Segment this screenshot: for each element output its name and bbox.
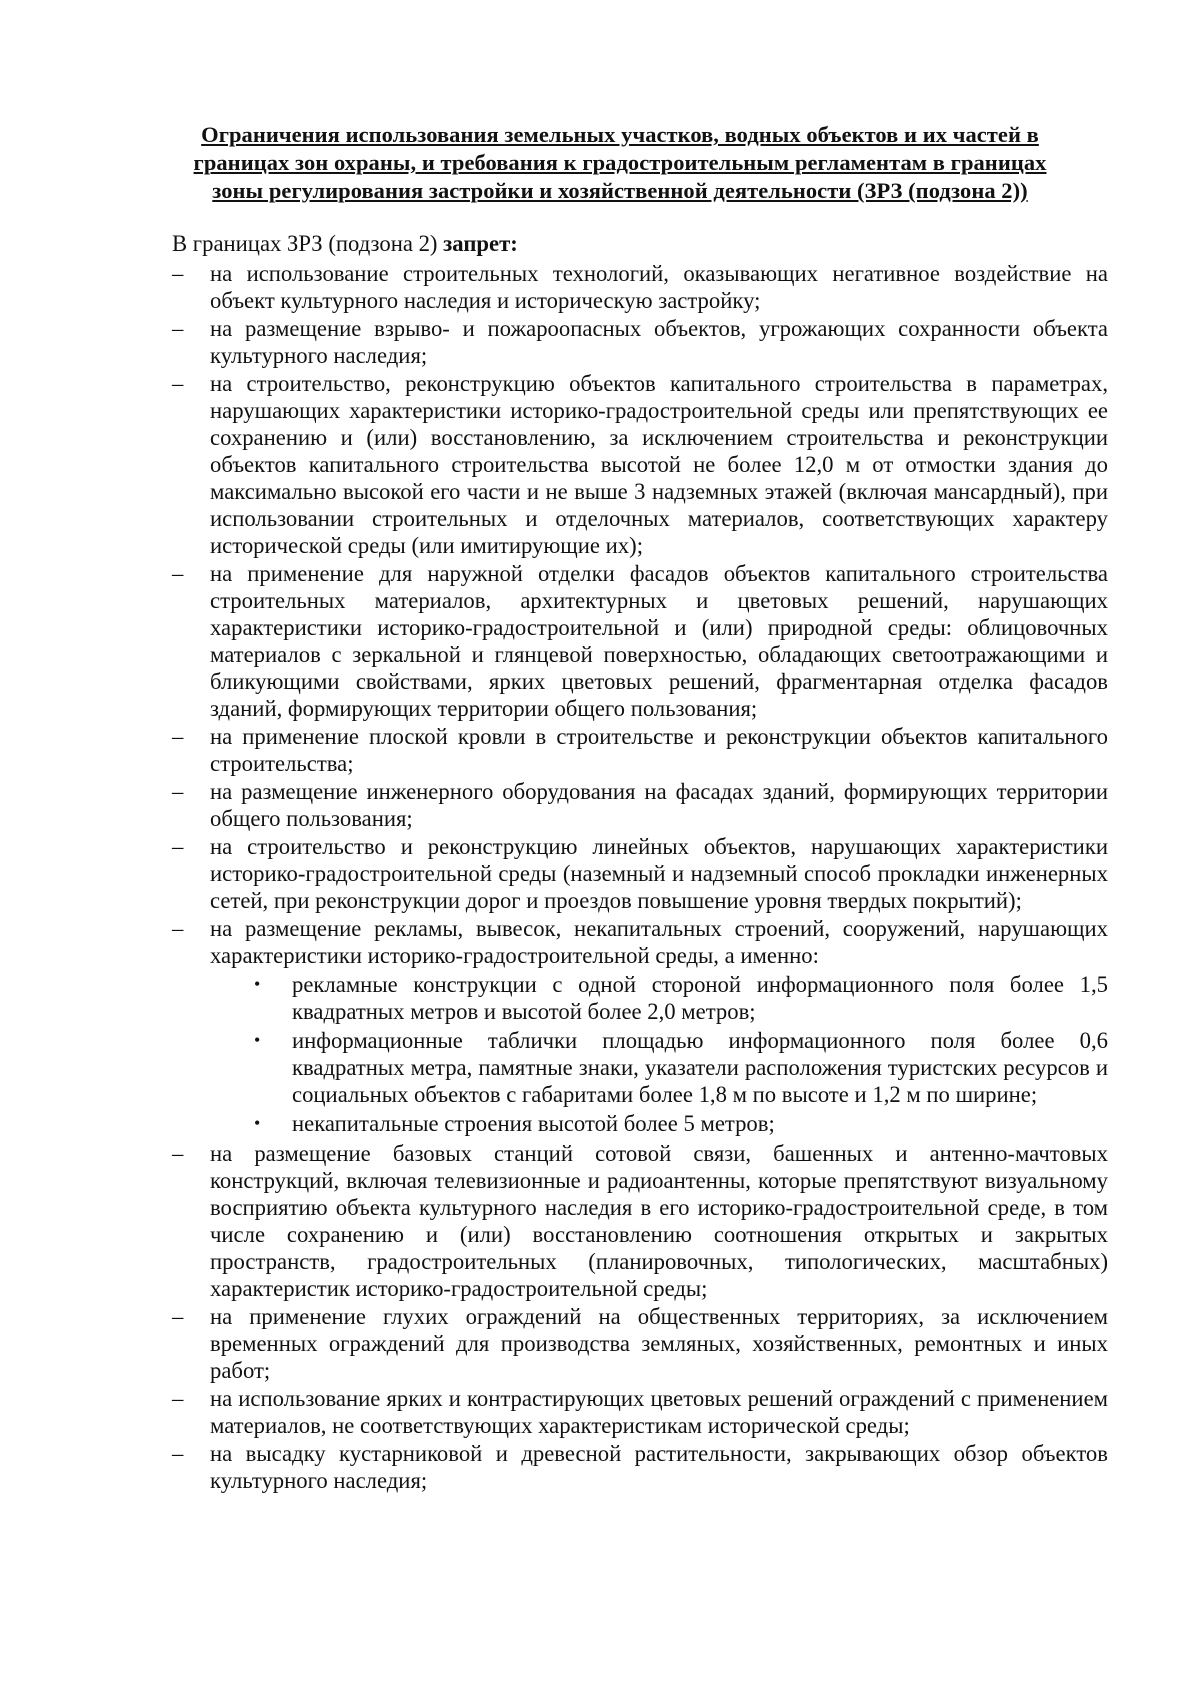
title-line-3: зоны регулирования застройки и хозяйственной деятельности (ЗРЗ (подзона 2)) (212, 178, 1028, 203)
document-title (180, 121, 1060, 205)
sublist-item (210, 1027, 1108, 1108)
list-item-text: на строительство, реконструкцию объектов капитального строительства в параметрах, нарушающих характеристики историко-градостроительной среды или препятствующих ее сохранению и (или) восстановлению, за исключением строительства и реконструкции объектов капитального строительства высотой не более 12,0 м от отмостки здания до максимально высокой его части и не выше 3 надземных этажей (включая мансардный), при использовании строительных и отделочных материалов, соответствующих характеру исторической среды (или имитирующие их); (210, 371, 1108, 558)
dash-marker: – (172, 779, 184, 804)
sublist-item (210, 1110, 1108, 1137)
dash-marker: – (172, 724, 184, 749)
list-item (172, 833, 1108, 914)
list-item-text: на применение для наружной отделки фасадов объектов капитального строительства строительных материалов, архитектурных и цветовых решений, нарушающих характеристики историко-градостроительной и (или) природной среды: облицовочных материалов с зеркальной и глянцевой поверхностью, обладающих светоотражающими и бликующими свойствами, ярких цветовых решений, фрагментарная отделка фасадов зданий, формирующих территории общего пользования; (210, 561, 1108, 721)
dash-marker: – (172, 916, 184, 941)
dash-marker: – (172, 1141, 184, 1166)
dash-marker: – (172, 316, 184, 341)
list-item-text: на применение глухих ограждений на общественных территориях, за исключением временных ограждений для производства земляных, хозяйственных, ремонтных и иных работ; (210, 1304, 1108, 1383)
dash-marker: – (172, 1441, 184, 1466)
bullet-marker: • (254, 974, 261, 994)
list-item-text: на размещение рекламы, вывесок, некапитальных строений, сооружений, нарушающих характеристики историко-градостроительной среды, а именно: (210, 916, 1108, 968)
dash-marker: – (172, 834, 184, 859)
list-item-text: на использование ярких и контрастирующих цветовых решений ограждений с применением материалов, не соответствующих характеристикам исторической среды; (210, 1386, 1108, 1438)
title-line-1: Ограничения использования земельных участков, водных объектов и их частей в (201, 122, 1039, 147)
sublist-item (210, 971, 1108, 1025)
list-item (172, 915, 1108, 1137)
advertising-sublist (210, 971, 1108, 1137)
list-item (172, 1385, 1108, 1439)
list-item (172, 370, 1108, 559)
restrictions-list (172, 260, 1108, 1494)
sublist-item-text: информационные таблички площадью информационного поля более 0,6 квадратных метра, памятные знаки, указатели расположения туристских ресурсов и социальных объектов с габаритами более 1,8 м по высоте и 1,2 м по ширине; (292, 1028, 1108, 1107)
list-item-text: на использование строительных технологий, оказывающих негативное воздействие на объект культурного наследия и историческую застройку; (210, 261, 1108, 313)
dash-marker: – (172, 371, 184, 396)
list-item-text: на размещение базовых станций сотовой связи, башенных и антенно-мачтовых конструкций, включая телевизионные и радиоантенны, которые препятствуют визуальному восприятию объекта культурного наследия в его историко-градостроительной среде, в том числе сохранению и (или) восстановлению соотношения открытых и закрытых пространств, градостроительных (планировочных, типологических, масштабных) характеристик историко-градостроительной среды; (210, 1141, 1108, 1301)
list-item (172, 1303, 1108, 1384)
list-item (172, 1440, 1108, 1494)
lead-paragraph (172, 230, 1108, 257)
dash-marker: – (172, 1304, 184, 1329)
sublist-item-text: рекламные конструкции с одной стороной информационного поля более 1,5 квадратных метров и высотой более 2,0 метров; (292, 972, 1108, 1024)
list-item (172, 1140, 1108, 1302)
list-item-text: на применение плоской кровли в строительстве и реконструкции объектов капитального строительства; (210, 724, 1108, 776)
dash-marker: – (172, 1386, 184, 1411)
list-item-text: на размещение взрыво- и пожароопасных объектов, угрожающих сохранности объекта культурного наследия; (210, 316, 1108, 368)
list-item (172, 723, 1108, 777)
title-line-2: границах зон охраны, и требования к градостроительным регламентам в границах (193, 150, 1047, 175)
list-item (172, 778, 1108, 832)
list-item-text: на размещение инженерного оборудования на фасадах зданий, формирующих территории общего пользования; (210, 779, 1108, 831)
list-item (172, 315, 1108, 369)
list-item (172, 560, 1108, 722)
sublist-item-text: некапитальные строения высотой более 5 метров; (292, 1111, 775, 1136)
lead-text: В границах ЗРЗ (подзона 2) (172, 231, 444, 256)
document-body (172, 230, 1108, 1495)
dash-marker: – (172, 561, 184, 586)
list-item (172, 260, 1108, 314)
dash-marker: – (172, 261, 184, 286)
list-item-text: на высадку кустарниковой и древесной растительности, закрывающих обзор объектов культурного наследия; (210, 1441, 1108, 1493)
list-item-text: на строительство и реконструкцию линейных объектов, нарушающих характеристики историко-градостроительной среды (наземный и надземный способ прокладки инженерных сетей, при реконструкции дорог и проездов повышение уровня твердых покрытий); (210, 834, 1108, 913)
bullet-marker: • (254, 1030, 261, 1050)
lead-strong: запрет: (443, 231, 518, 256)
bullet-marker: • (254, 1113, 261, 1133)
